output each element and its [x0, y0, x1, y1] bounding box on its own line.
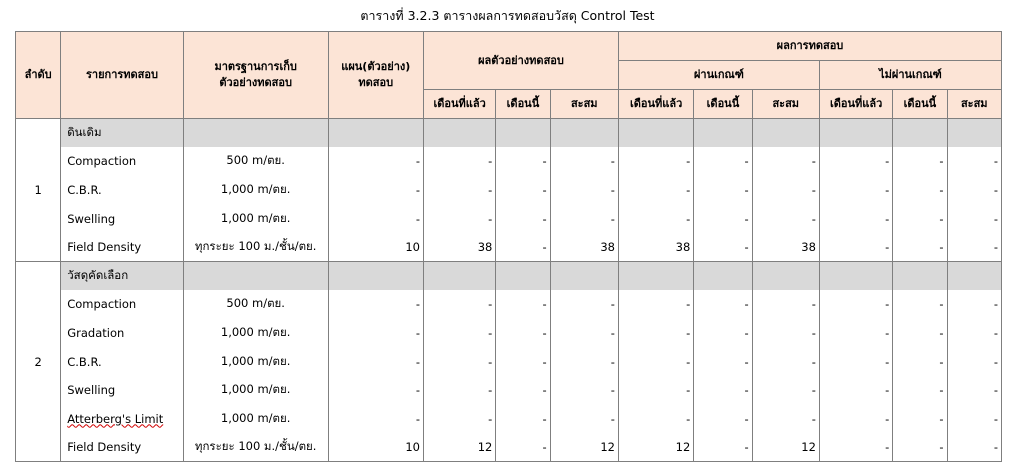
- fail-cumulative-value: -: [947, 433, 1001, 462]
- sample-this-month-value: -: [496, 376, 550, 405]
- section-filler-cell: [328, 261, 423, 290]
- header-pass-this-month: เดือนนี้: [694, 90, 752, 119]
- section-filler-cell: [423, 261, 495, 290]
- header-standard: [183, 32, 328, 119]
- pass-prev-month-value: -: [618, 376, 693, 405]
- header-fail-cumulative: สะสม: [947, 90, 1001, 119]
- plan-value: 10: [328, 433, 423, 462]
- plan-value: -: [328, 347, 423, 376]
- table-row: [16, 347, 1002, 376]
- test-item-name: [61, 147, 184, 176]
- fail-cumulative-value: -: [947, 233, 1001, 262]
- header-plan: [328, 32, 423, 119]
- sampling-standard: 500 m/ตย.: [183, 290, 328, 319]
- pass-cumulative-value: 38: [752, 233, 819, 262]
- table-header: [16, 32, 1002, 119]
- pass-prev-month-value: -: [618, 147, 693, 176]
- table-row: [16, 404, 1002, 433]
- fail-prev-month-value: -: [819, 176, 892, 205]
- section-filler-cell: [328, 119, 423, 148]
- sample-cumulative-value: -: [550, 404, 618, 433]
- test-item-label: Compaction: [67, 154, 137, 169]
- plan-value: 10: [328, 233, 423, 262]
- sampling-standard: ทุกระยะ 100 ม./ชั้น/ตย.: [183, 233, 328, 262]
- group-index: 2: [16, 261, 61, 461]
- header-sample-cumulative: สะสม: [550, 90, 618, 119]
- fail-this-month-value: -: [893, 176, 947, 205]
- fail-cumulative-value: -: [947, 376, 1001, 405]
- fail-prev-month-value: -: [819, 347, 892, 376]
- section-filler-cell: [947, 261, 1001, 290]
- plan-value: -: [328, 404, 423, 433]
- pass-cumulative-value: -: [752, 176, 819, 205]
- fail-prev-month-value: -: [819, 233, 892, 262]
- sample-this-month-value: -: [496, 319, 550, 348]
- sample-this-month-value: -: [496, 233, 550, 262]
- sample-this-month-value: -: [496, 290, 550, 319]
- header-standard-line2: ตัวอย่างทดสอบ: [219, 76, 292, 89]
- header-plan-line2: ทดสอบ: [358, 76, 394, 89]
- header-test-results: ผลการทดสอบ: [618, 32, 1001, 61]
- plan-value: -: [328, 319, 423, 348]
- section-filler-cell: [183, 261, 328, 290]
- pass-this-month-value: -: [694, 147, 752, 176]
- sample-prev-month-value: -: [423, 147, 495, 176]
- section-filler-cell: [550, 119, 618, 148]
- test-item-label: Swelling: [67, 211, 116, 226]
- header-pass: ผ่านเกณฑ์: [618, 61, 819, 90]
- sample-cumulative-value: -: [550, 147, 618, 176]
- fail-cumulative-value: -: [947, 347, 1001, 376]
- test-item-label: C.B.R.: [67, 354, 102, 369]
- table-row: [16, 176, 1002, 205]
- header-sample-prev-month: เดือนที่แล้ว: [423, 90, 495, 119]
- pass-prev-month-value: -: [618, 204, 693, 233]
- section-filler-cell: [694, 261, 752, 290]
- fail-this-month-value: -: [893, 376, 947, 405]
- fail-cumulative-value: -: [947, 319, 1001, 348]
- pass-cumulative-value: -: [752, 204, 819, 233]
- pass-cumulative-value: -: [752, 147, 819, 176]
- sample-prev-month-value: -: [423, 319, 495, 348]
- pass-this-month-value: -: [694, 319, 752, 348]
- pass-prev-month-value: -: [618, 319, 693, 348]
- section-filler-cell: [496, 119, 550, 148]
- fail-this-month-value: -: [893, 347, 947, 376]
- pass-prev-month-value: 12: [618, 433, 693, 462]
- section-filler-cell: [893, 261, 947, 290]
- pass-cumulative-value: -: [752, 347, 819, 376]
- fail-this-month-value: -: [893, 147, 947, 176]
- test-item-label: Gradation: [67, 325, 125, 340]
- plan-value: -: [328, 147, 423, 176]
- pass-cumulative-value: -: [752, 290, 819, 319]
- sample-cumulative-value: -: [550, 347, 618, 376]
- sample-this-month-value: -: [496, 347, 550, 376]
- test-item-name: [61, 204, 184, 233]
- header-fail-prev-month: เดือนที่แล้ว: [819, 90, 892, 119]
- section-filler-cell: [618, 261, 693, 290]
- sample-prev-month-value: -: [423, 376, 495, 405]
- test-item-label: Field Density: [67, 440, 142, 455]
- test-item-name: [61, 233, 184, 262]
- fail-cumulative-value: -: [947, 204, 1001, 233]
- section-filler-cell: [752, 261, 819, 290]
- test-item-label: Field Density: [67, 239, 142, 254]
- fail-cumulative-value: -: [947, 176, 1001, 205]
- section-filler-cell: [496, 261, 550, 290]
- fail-prev-month-value: -: [819, 433, 892, 462]
- sample-this-month-value: -: [496, 433, 550, 462]
- table-row: [16, 433, 1002, 462]
- table-caption: ตารางที่ 3.2.3 ตารางผลการทดสอบวัสดุ Control Test: [360, 8, 655, 23]
- header-pass-prev-month: เดือนที่แล้ว: [618, 90, 693, 119]
- header-sample-this-month: เดือนนี้: [496, 90, 550, 119]
- plan-value: -: [328, 176, 423, 205]
- plan-value: -: [328, 204, 423, 233]
- test-item-name: [61, 319, 184, 348]
- pass-cumulative-value: -: [752, 404, 819, 433]
- sample-cumulative-value: -: [550, 290, 618, 319]
- section-filler-cell: [183, 119, 328, 148]
- fail-this-month-value: -: [893, 404, 947, 433]
- section-filler-cell: [947, 119, 1001, 148]
- table-row: [16, 233, 1002, 262]
- test-item-label: Swelling: [67, 383, 116, 398]
- section-label: วัสดุคัดเลือก: [61, 261, 184, 290]
- table-row: [16, 290, 1002, 319]
- fail-prev-month-value: -: [819, 319, 892, 348]
- sampling-standard: 1,000 m/ตย.: [183, 376, 328, 405]
- fail-cumulative-value: -: [947, 404, 1001, 433]
- pass-this-month-value: -: [694, 176, 752, 205]
- section-row: [16, 261, 1002, 290]
- sample-this-month-value: -: [496, 404, 550, 433]
- header-fail-this-month: เดือนนี้: [893, 90, 947, 119]
- sample-cumulative-value: -: [550, 204, 618, 233]
- fail-cumulative-value: -: [947, 147, 1001, 176]
- fail-this-month-value: -: [893, 433, 947, 462]
- fail-this-month-value: -: [893, 233, 947, 262]
- sampling-standard: 1,000 m/ตย.: [183, 204, 328, 233]
- fail-this-month-value: -: [893, 290, 947, 319]
- section-filler-cell: [550, 261, 618, 290]
- fail-prev-month-value: -: [819, 290, 892, 319]
- fail-prev-month-value: -: [819, 404, 892, 433]
- fail-this-month-value: -: [893, 204, 947, 233]
- table-row: [16, 147, 1002, 176]
- pass-prev-month-value: 38: [618, 233, 693, 262]
- table-row: [16, 376, 1002, 405]
- sample-prev-month-value: 12: [423, 433, 495, 462]
- sample-prev-month-value: -: [423, 176, 495, 205]
- fail-cumulative-value: -: [947, 290, 1001, 319]
- test-item-name: [61, 347, 184, 376]
- pass-this-month-value: -: [694, 433, 752, 462]
- sampling-standard: 1,000 m/ตย.: [183, 176, 328, 205]
- sampling-standard: 500 m/ตย.: [183, 147, 328, 176]
- test-item-name: [61, 290, 184, 319]
- test-item-name: [61, 176, 184, 205]
- section-filler-cell: [618, 119, 693, 148]
- test-item-label: C.B.R.: [67, 182, 102, 197]
- test-item-name: [61, 376, 184, 405]
- test-item-name: [61, 404, 184, 433]
- header-item: รายการทดสอบ: [61, 32, 184, 119]
- sample-cumulative-value: 12: [550, 433, 618, 462]
- control-test-table: [15, 31, 1002, 462]
- pass-prev-month-value: -: [618, 290, 693, 319]
- sample-cumulative-value: -: [550, 176, 618, 205]
- pass-this-month-value: -: [694, 290, 752, 319]
- pass-this-month-value: -: [694, 347, 752, 376]
- test-item-name: [61, 433, 184, 462]
- pass-cumulative-value: -: [752, 319, 819, 348]
- fail-prev-month-value: -: [819, 376, 892, 405]
- sample-prev-month-value: -: [423, 204, 495, 233]
- header-pass-cumulative: สะสม: [752, 90, 819, 119]
- table-body: [16, 119, 1002, 462]
- section-filler-cell: [819, 261, 892, 290]
- sample-prev-month-value: -: [423, 404, 495, 433]
- sampling-standard: 1,000 m/ตย.: [183, 319, 328, 348]
- pass-this-month-value: -: [694, 404, 752, 433]
- section-row: [16, 119, 1002, 148]
- sample-cumulative-value: 38: [550, 233, 618, 262]
- section-label: ดินเดิม: [61, 119, 184, 148]
- sampling-standard: 1,000 m/ตย.: [183, 347, 328, 376]
- fail-this-month-value: -: [893, 319, 947, 348]
- sample-prev-month-value: -: [423, 290, 495, 319]
- sample-this-month-value: -: [496, 147, 550, 176]
- plan-value: -: [328, 290, 423, 319]
- sample-prev-month-value: -: [423, 347, 495, 376]
- table-row: [16, 319, 1002, 348]
- plan-value: -: [328, 376, 423, 405]
- fail-prev-month-value: -: [819, 204, 892, 233]
- section-filler-cell: [893, 119, 947, 148]
- test-item-label: Compaction: [67, 297, 137, 312]
- test-item-label: Atterberg's Limit: [67, 411, 164, 426]
- pass-this-month-value: -: [694, 376, 752, 405]
- section-filler-cell: [423, 119, 495, 148]
- header-plan-line1: แผน(ตัวอย่าง): [341, 60, 411, 73]
- sample-prev-month-value: 38: [423, 233, 495, 262]
- sample-cumulative-value: -: [550, 319, 618, 348]
- pass-prev-month-value: -: [618, 176, 693, 205]
- section-filler-cell: [694, 119, 752, 148]
- sampling-standard: 1,000 m/ตย.: [183, 404, 328, 433]
- header-seq: ลำดับ: [16, 32, 61, 119]
- header-fail: ไม่ผ่านเกณฑ์: [819, 61, 1001, 90]
- section-filler-cell: [752, 119, 819, 148]
- pass-cumulative-value: 12: [752, 433, 819, 462]
- pass-this-month-value: -: [694, 233, 752, 262]
- header-standard-line1: มาตรฐานการเก็บ: [214, 60, 297, 73]
- header-sample-results: ผลตัวอย่างทดสอบ: [423, 32, 618, 90]
- sampling-standard: ทุกระยะ 100 ม./ชั้น/ตย.: [183, 433, 328, 462]
- sample-cumulative-value: -: [550, 376, 618, 405]
- pass-this-month-value: -: [694, 204, 752, 233]
- table-row: [16, 204, 1002, 233]
- pass-prev-month-value: -: [618, 404, 693, 433]
- sample-this-month-value: -: [496, 176, 550, 205]
- pass-prev-month-value: -: [618, 347, 693, 376]
- group-index: 1: [16, 119, 61, 262]
- pass-cumulative-value: -: [752, 376, 819, 405]
- sample-this-month-value: -: [496, 204, 550, 233]
- fail-prev-month-value: -: [819, 147, 892, 176]
- section-filler-cell: [819, 119, 892, 148]
